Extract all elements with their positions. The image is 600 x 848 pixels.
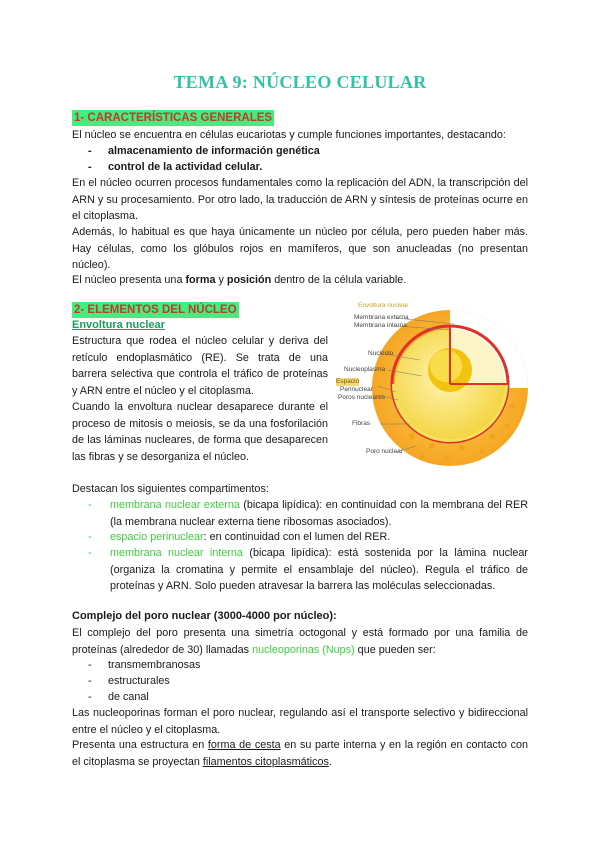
bullet-text: control de la actividad celular. [108, 161, 263, 173]
label-nucleolo: Nucléolo [368, 350, 394, 357]
section1-paragraph-1: En el núcleo ocurren procesos fundamentales como la replicación del ADN, la transcripción del ARN y su procesamiento. Por otro lado, la traducción de ARN y síntesis de proteínas ocurre en el citoplasma. [72, 177, 528, 222]
label-poro-nuclear: Poro nuclear [366, 448, 403, 455]
section1-paragraph-2: Además, lo habitual es que haya únicamente un núcleo por célula, pero pueden haber más. Hay células, como los glóbulos rojos en mamíferos, que son anucleadas (no presentan núcleo). [72, 226, 528, 271]
filamentos-term: filamentos citoplasmáticos [202, 755, 329, 768]
label-espacio: Espacio [336, 378, 360, 385]
keyword-forma: forma [185, 274, 216, 286]
compartment-item: - espacio perinuclear: en continuidad con el lumen del RER. [88, 531, 391, 543]
page-title: TEMA 9: NÚCLEO CELULAR [173, 72, 427, 92]
envoltura-paragraph-1: Estructura que rodea el núcleo celular y deriva del retículo endoplasmático (RE). Se trata de una barrera selectiva que controla el tráfico de proteínas y ARN entre el núcleo y el citoplasma. [72, 335, 328, 397]
label-fibras: Fibras [352, 420, 371, 427]
pore-type-item: - transmembranosas [88, 659, 201, 671]
section1-intro: El núcleo se encuentra en células eucariotas y cumple funciones importantes, destacando: [72, 129, 506, 141]
compartment-term: espacio perinuclear [110, 531, 204, 543]
pore-complex-heading: Complejo del poro nuclear (3000-4000 por núcleo): [72, 610, 337, 622]
section-heading-elementos: 2- ELEMENTOS DEL NÚCLEO [74, 304, 237, 316]
subheading-envoltura: Envoltura nuclear [72, 319, 165, 331]
label-poros: Poros nucleares [338, 394, 385, 401]
bullet-item: - almacenamiento de información genética [88, 145, 320, 157]
section-heading-caracteristicas: 1- CARACTERÍSTICAS GENERALES [74, 112, 273, 124]
nucleus-diagram [332, 296, 532, 468]
envoltura-paragraph-2: Cuando la envoltura nuclear desaparece durante el proceso de mitosis o meiosis, se da una fosforilación de las láminas nucleares, de forma que desaparecen las fibras y se desorganiza el núcleo. [72, 401, 328, 463]
label-membrana-externa: Membrana externa [354, 314, 409, 321]
forma-cesta-term: forma de cesta [207, 739, 281, 751]
pore-type-item: - estructurales [88, 675, 170, 687]
label-envoltura: Envoltura nuclear [358, 302, 409, 309]
pore-paragraph-2: Las nucleoporinas forman el poro nuclear, regulando así el transporte selectivo y bidireccional entre el núcleo y el citoplasma. [72, 707, 528, 736]
compartment-term: membrana nuclear externa [110, 499, 240, 511]
compartment-term: membrana nuclear interna [110, 547, 243, 559]
pore-paragraph-3: Presenta una estructura en forma de cesta en su parte interna y en la región en contacto con el citoplasma se proyectan filamentos citoplasmáticos. [72, 739, 528, 768]
pore-paragraph-1: El complejo del poro presenta una simetría octogonal y está formado por una familia de proteínas (alrededor de 30) llamadas nucleoporinas (Nups) que pueden ser: [72, 627, 528, 656]
compartment-item: - membrana nuclear interna (bicapa lipídica): está sostenida por la lámina nuclear (organiza la cromatina y permite el ensamblaje del núcleo). Regula el tráfico de proteínas y ARN. Solo pueden atravesar la barrera las moléculas seleccionadas. [88, 547, 529, 592]
label-perinuclear: Perinuclear [340, 386, 373, 393]
bullet-text: almacenamiento de información genética [108, 145, 320, 157]
bullet-item: - control de la actividad celular. [88, 161, 263, 173]
compartments-intro: Destacan los siguientes compartimentos: [72, 483, 269, 495]
compartment-item: - membrana nuclear externa (bicapa lipídica): en continuidad con la membrana del RER (la membrana nuclear externa tiene ribosomas asociados). [88, 499, 529, 528]
label-nucleoplasma: Nucleoplasma [344, 366, 386, 373]
keyword-posicion: posición [226, 274, 272, 286]
section1-paragraph-3: El núcleo presenta una forma y posición dentro de la célula variable. [72, 274, 407, 286]
label-membrana-interna: Membrana interna [354, 322, 407, 329]
nucleoporins-term: nucleoporinas (Nups) [252, 643, 355, 656]
pore-type-item: - de canal [88, 691, 149, 703]
